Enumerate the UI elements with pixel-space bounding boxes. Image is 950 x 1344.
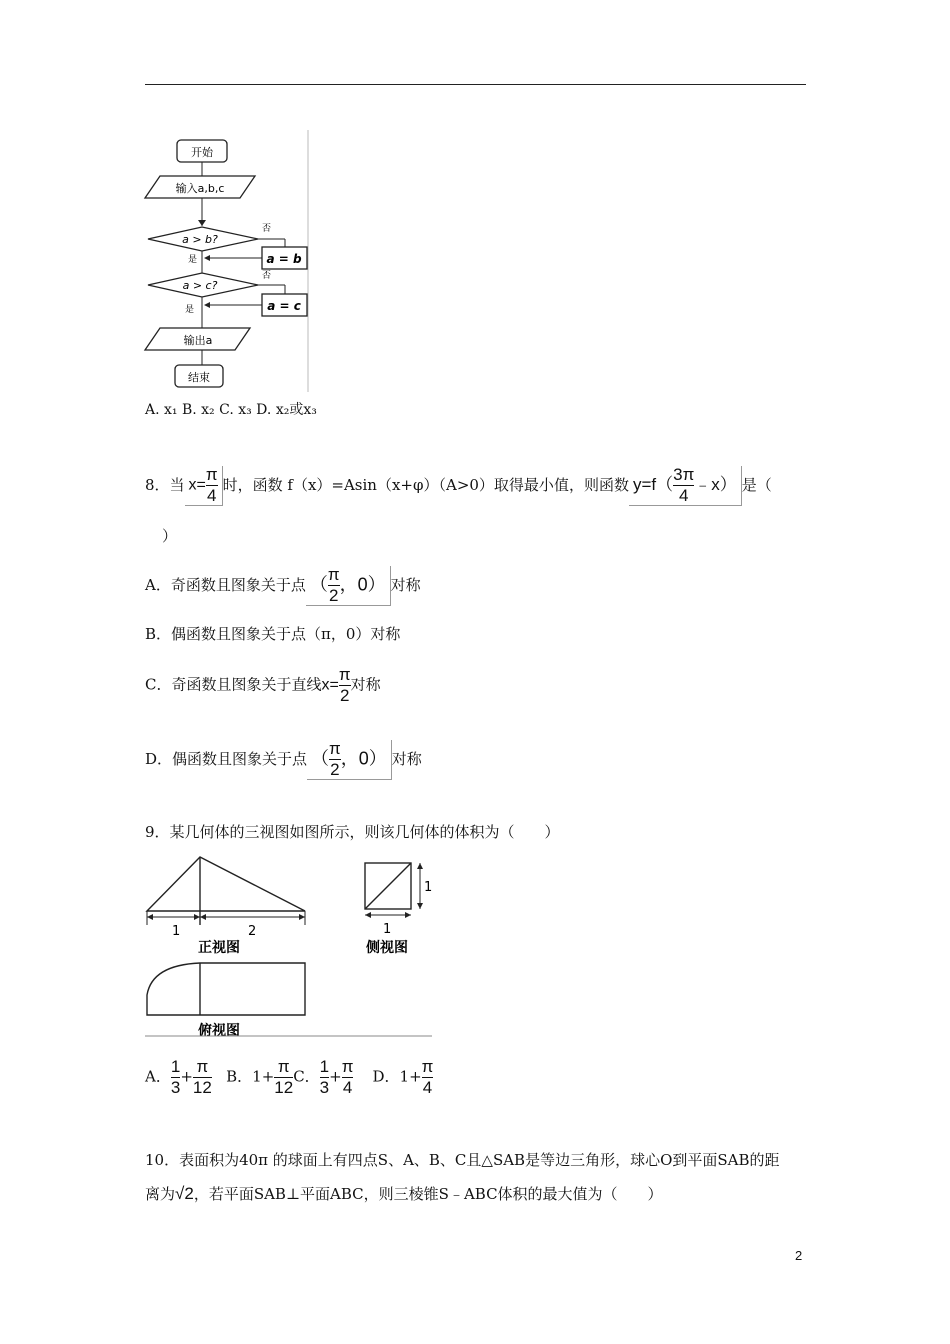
q10-line1: 10．表面积为40π 的球面上有四点S、A、B、C且△SAB是等边三角形，球心O到平面SAB的距 bbox=[145, 1151, 780, 1169]
flow-start-text: 开始 bbox=[191, 146, 213, 159]
front-dim-1: 1 bbox=[172, 924, 181, 939]
flow-output-text: 输出a bbox=[183, 334, 213, 347]
side-dim-width: 1 bbox=[383, 922, 392, 937]
q8-option-c: C．奇函数且图象关于直线x= $\frac{\pi}{2}$ 对称 bbox=[145, 665, 381, 705]
three-view-drawing bbox=[140, 855, 440, 1040]
flow-yes2: 是 bbox=[185, 305, 195, 315]
front-dim-2: 2 bbox=[248, 924, 257, 939]
q9-options: A． $\frac{1}{3}$ + $\frac{\pi}{12}$ B．1+ $\frac{\pi}{12}$ C． $\frac{1}{3}$ + $\frac{\pi}{4}$ D．1+ $\frac{\pi}{4}$ bbox=[145, 1057, 434, 1097]
flow-no2: 否 bbox=[262, 271, 272, 281]
flow-assign1-text: a = b bbox=[266, 252, 302, 266]
side-dim-height: 1 bbox=[424, 880, 433, 895]
front-view-triangle bbox=[147, 857, 305, 911]
q8-close: ） bbox=[162, 527, 178, 545]
q10-line2: 离为√2，若平面SAB⊥平面ABC，则三棱锥S﹣ABC体积的最大值为（ ） bbox=[145, 1184, 663, 1203]
q8-option-d: D．偶函数且图象关于点 （ $\frac{\pi}{2}$ ，0） 对称 bbox=[145, 739, 422, 779]
flow-input-text: 输入a,b,c bbox=[175, 182, 225, 195]
q8-option-b: B．偶函数且图象关于点（π，0）对称 bbox=[145, 625, 401, 643]
q8-option-a: A．奇函数且图象关于点 （ $\frac{\pi}{2}$ ，0） 对称 bbox=[145, 565, 421, 605]
q7-options: A. x₁ B. x₂ C. x₃ D. x₂或x₃ bbox=[145, 402, 317, 418]
flow-no1: 否 bbox=[262, 224, 272, 234]
flow-yes1: 是 bbox=[188, 255, 198, 265]
side-view-label: 侧视图 bbox=[366, 940, 408, 956]
flow-assign2-text: a = c bbox=[267, 299, 301, 313]
header-rule bbox=[145, 84, 806, 85]
top-view-label: 俯视图 bbox=[198, 1023, 240, 1039]
flow-end-text: 结束 bbox=[188, 371, 210, 384]
top-view-shape bbox=[147, 963, 305, 1015]
flow-cond1-text: a > b? bbox=[182, 233, 218, 246]
flowchart bbox=[140, 130, 315, 392]
q8-stem: 8．当 x= $\frac{\pi}{4}$ 时，函数 f（x）=Asin（x+φ）（A>0）取得最小值，则函数 y=f（ $\frac{3\pi}{4}$ ﹣x） 是（ bbox=[145, 465, 772, 505]
q9-stem: 9．某几何体的三视图如图所示，则该几何体的体积为（ ） bbox=[145, 823, 560, 841]
front-view-label: 正视图 bbox=[198, 940, 240, 956]
page-number: 2 bbox=[795, 1248, 803, 1263]
flow-cond2-text: a > c? bbox=[182, 279, 218, 292]
